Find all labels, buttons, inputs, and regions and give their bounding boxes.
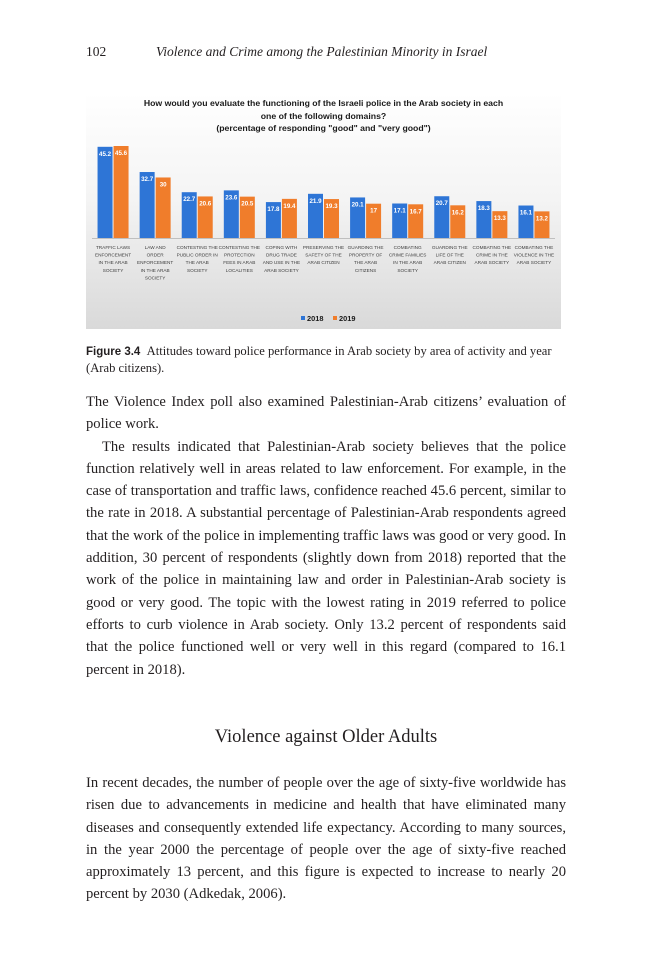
- data-label: 20.5: [241, 200, 254, 208]
- category-label: PROPERTY OF: [348, 252, 383, 258]
- legend-swatch: [333, 316, 337, 320]
- category-label: IN THE ARAB: [98, 260, 128, 266]
- chart-title-line: (percentage of responding "good" and "very good"): [216, 123, 431, 133]
- category-label: COMBATING: [393, 245, 422, 250]
- figure-label: Figure 3.4: [86, 346, 141, 358]
- category-label: CRIME FAMILIES: [388, 252, 427, 258]
- chart-title-line: one of the following domains?: [260, 110, 387, 121]
- category-label: THE ARAB: [353, 260, 378, 266]
- data-label: 17.8: [267, 206, 280, 214]
- legend-swatch: [301, 316, 305, 320]
- data-label: 20.6: [199, 200, 212, 208]
- category-label: SOCIETY: [397, 267, 418, 273]
- data-label: 23.6: [225, 194, 238, 202]
- category-label: SAFETY OF THE: [305, 252, 342, 258]
- page-header: [86, 44, 566, 64]
- category-label: COMBATING THE: [514, 245, 554, 250]
- category-label: LOCALITIES: [225, 267, 253, 273]
- data-label: 16.1: [519, 209, 532, 217]
- category-label: GUARDING THE: [347, 245, 384, 250]
- category-label: LIFE OF THE: [435, 252, 464, 258]
- category-label: COPING WITH: [265, 245, 298, 250]
- category-label: TRAFFIC LAWS: [95, 245, 131, 250]
- data-label: 13.3: [493, 215, 506, 223]
- category-label: ORDER: [146, 252, 164, 258]
- category-label: IN THE ARAB: [140, 267, 170, 273]
- category-label: PRESERVING THE: [302, 245, 345, 250]
- category-label: ARAB CITIZEN: [433, 260, 466, 266]
- data-label: 22.7: [183, 196, 196, 204]
- data-label: 20.7: [435, 200, 448, 208]
- category-label: CONTESTING THE: [218, 245, 260, 250]
- category-label: GUARDING THE: [431, 245, 468, 250]
- category-label: SOCIETY: [144, 275, 166, 281]
- chart-figure: [86, 93, 561, 329]
- category-label: FEES IN ARAB: [223, 260, 256, 266]
- category-label: IN THE ARAB: [393, 260, 423, 266]
- category-label: ARAB SOCIETY: [474, 260, 510, 266]
- page-number: 102: [86, 44, 107, 59]
- data-label: 17: [370, 207, 378, 215]
- category-label: ENFORCEMENT: [94, 252, 132, 258]
- legend-label: 2018: [307, 314, 324, 323]
- category-label: CRIME IN THE: [476, 252, 508, 258]
- data-label: 45.2: [99, 150, 112, 158]
- body-section-1: [86, 391, 566, 681]
- figure-caption-text: Attitudes toward police performance in Arab society by area of activity and year (Arab citizens).: [86, 344, 552, 375]
- data-label: 16.2: [451, 209, 464, 217]
- data-label: 30: [159, 181, 167, 189]
- category-label: CITIZENS: [354, 267, 377, 273]
- data-label: 21.9: [309, 197, 322, 205]
- category-label: THE ARAB: [185, 260, 209, 266]
- category-label: PROTECTION: [223, 252, 255, 258]
- chart-title: [86, 97, 561, 135]
- data-label: 32.7: [141, 176, 154, 184]
- data-label: 20.1: [351, 201, 364, 209]
- section-heading: Violence against Older Adults: [214, 727, 438, 747]
- category-label: AND USE IN THE: [262, 260, 301, 266]
- data-label: 45.6: [115, 150, 128, 157]
- body-paragraph: In recent decades, the number of people over the age of sixty-five worldwide has risen due to advancements in medicine and health that have eliminated many diseases and consequently extended life expectancy. According to many sources, in the year 2000 the percentage of people over the age of sixty-five reached approximately 13 percent, and this figure is expected to increase to nearly 20 percent by 2030 (Adkedak, 2006).: [86, 775, 566, 903]
- data-label: 17.1: [393, 207, 406, 215]
- category-label: DRUG TRADE: [265, 252, 297, 258]
- category-label: ARAB CITIZEN: [307, 260, 340, 266]
- category-label: PUBLIC ORDER IN: [176, 252, 218, 258]
- running-title: Violence and Crime among the Palestinian Minority in Israel: [156, 44, 488, 59]
- body-paragraph: The results indicated that Palestinian-Arab society believes that the police function relatively well in areas related to law enforcement. For example, in the case of transportation and traffic laws, confidence reached 45.6 percent, similar to the rate in 2018. A substantial percentage of Palestinian-Arab respondents agreed that the work of the police in implementing traffic laws was good or very good. In addition, 30 percent of respondents (slightly down from 2018) reported that the work of the police in maintaining law and order in Palestinian-Arab society is good or very good. The topic with the lowest rating in 2019 referred to police efforts to curb violence in Arab society. Only 13.2 percent of respondents said that the police functioned well or very well in this regard (compared to 16.1 percent in 2018).: [86, 438, 566, 678]
- body-paragraph: The Violence Index poll also examined Palestinian-Arab citizens’ evaluation of police work.: [86, 394, 566, 433]
- body-section-2: [86, 772, 566, 906]
- category-label: COMBATING THE: [472, 245, 512, 250]
- bar-2018: [98, 147, 113, 238]
- category-label: SOCIETY: [186, 267, 208, 273]
- category-label: ARAB SOCIETY: [516, 260, 552, 266]
- category-label: SOCIETY: [102, 267, 124, 273]
- category-label: ARAB SOCIETY: [264, 267, 299, 273]
- bar-2019: [114, 146, 129, 238]
- data-label: 19.4: [283, 202, 296, 210]
- category-label: VIOLENCE IN THE: [513, 252, 555, 258]
- category-label: LAW AND: [144, 245, 166, 250]
- category-label: ENFORCEMENT: [137, 260, 174, 266]
- data-label: 13.2: [535, 215, 548, 223]
- figure-caption: [86, 343, 566, 376]
- data-label: 19.3: [325, 203, 338, 211]
- data-label: 16.7: [409, 208, 422, 216]
- data-label: 18.3: [477, 205, 490, 213]
- legend-label: 2019: [339, 314, 356, 323]
- category-label: CONTESTING THE: [176, 245, 218, 250]
- chart-title-line: How would you evaluate the functioning of the Israeli police in the Arab society in each: [143, 98, 504, 108]
